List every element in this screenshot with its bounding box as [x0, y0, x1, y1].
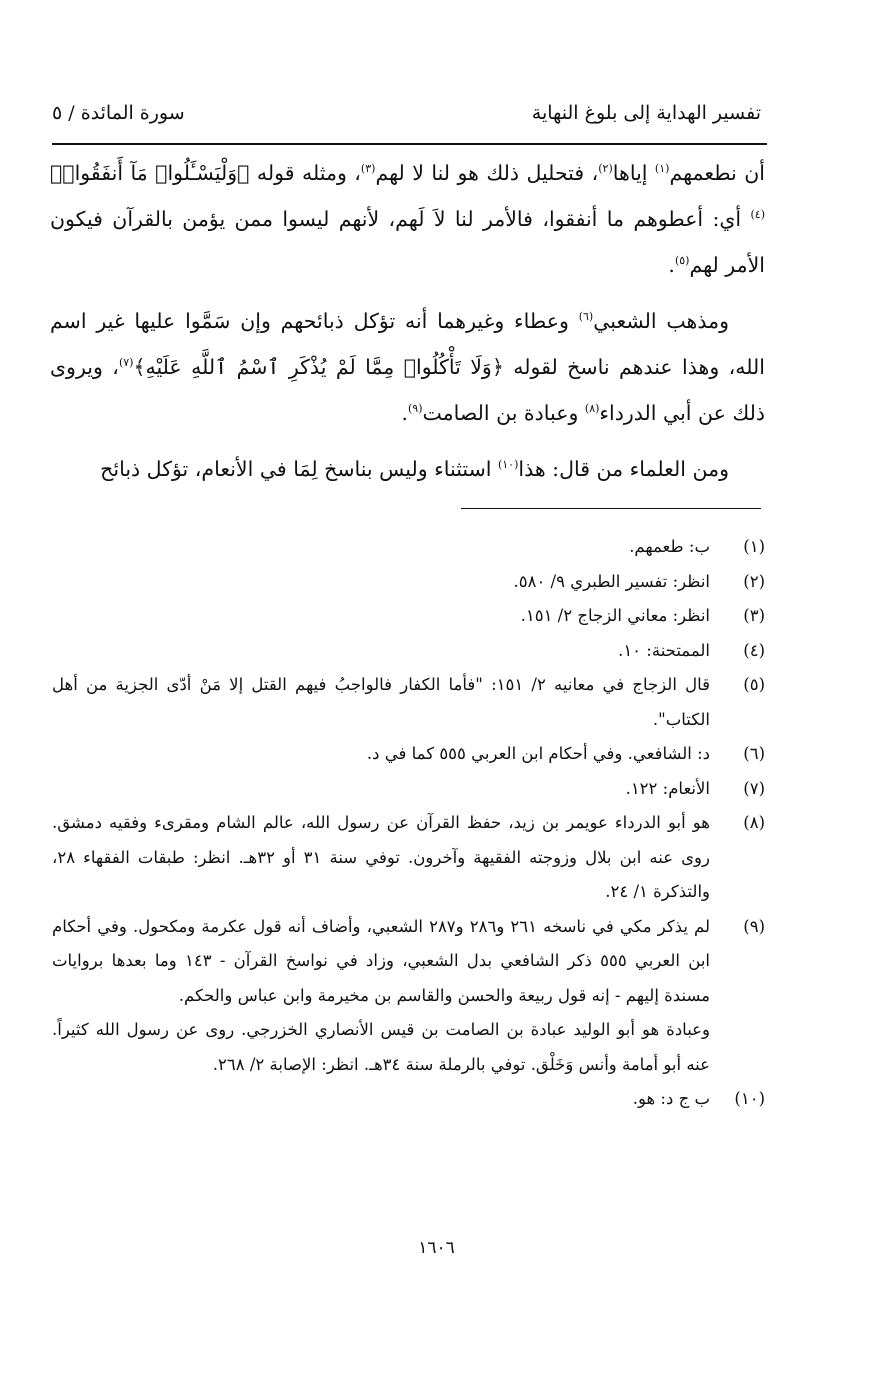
- page-number: ١٦٠٦: [418, 1238, 455, 1258]
- footnote-text: قال الزجاج في معانيه ٢/ ١٥١: "فأما الكفار فالواجبُ فيهم القتل إلا مَنْ أدّى الجزية من أهل الكتاب".: [52, 675, 710, 729]
- footnote-number: (٣): [743, 606, 765, 625]
- footnote-number: (٥): [743, 675, 765, 694]
- footnote-item: [52, 530, 765, 565]
- sura-label: سورة المائدة / ٥: [52, 102, 185, 124]
- footnote-ref-6[interactable]: (٦): [578, 310, 594, 324]
- footnote-number: (٦): [743, 744, 765, 763]
- footnote-number: (٤): [743, 640, 765, 660]
- quran-verse: ﴿وَلْيَسْـَٔلُوا۟ مَآ أَنفَقُوا۟﴾: [50, 161, 250, 185]
- footnote-text: د: الشافعي. وفي أحكام ابن العربي ٥٥٥ كما في د.: [366, 744, 710, 763]
- footnote-ref-7[interactable]: (٧): [118, 356, 134, 370]
- footnote-text: الأنعام: ١٢٢.: [625, 778, 710, 798]
- footnote-ref-1[interactable]: (١): [654, 162, 670, 176]
- footnote-item: [52, 737, 765, 772]
- footnote-text: لم يذكر مكي في ناسخه ٢٦١ و٢٨٦ و٢٨٧ الشعبي، وأضاف أنه قول عكرمة ومكحول. وفي أحكام ابن العربي ٥٥٥ ذكر الشافعي بدل الشعبي، وزاد في نواسخ القرآن - ١٤٣ وما بعدها بروايات مسندة إليهم - إنه قول ربيعة والحسن والقاسم بن مخيرمة وابن عباس والحكم.: [52, 916, 711, 1005]
- footnote-text: انظر: معاني الزجاج ٢/ ١٥١.: [520, 606, 710, 625]
- footnote-ref-2[interactable]: (٢): [598, 162, 613, 176]
- footnote-ref-9[interactable]: (٩): [408, 402, 423, 416]
- footnote-number: (١): [743, 537, 765, 556]
- header-divider: [52, 143, 767, 145]
- footnote-ref-5[interactable]: (٥): [674, 254, 690, 268]
- running-header: [52, 100, 761, 136]
- footnote-divider: [461, 508, 761, 509]
- footnote-item: [52, 565, 765, 600]
- footnote-item: [52, 668, 765, 737]
- footnote-number: (٨): [743, 813, 765, 832]
- footnote-item: [52, 634, 765, 669]
- footnote-text: ب: طعمهم.: [629, 537, 710, 556]
- footnote-ref-4[interactable]: (٤): [750, 208, 765, 222]
- quran-verse: ﴿وَلَا تَأْكُلُوا۟ مِمَّا لَمْ يُذْكَرِ ٱسْمُ ٱللَّهِ عَلَيْهِ﴾: [133, 355, 504, 379]
- paragraph-3: ومن العلماء من قال: هذا$^{(١٠)}$ استثناء وليس بناسخ لِمَا في الأنعام، تؤكل ذبائح: [100, 457, 729, 481]
- footnote-ref-8[interactable]: (٨): [584, 402, 600, 416]
- paragraph-2: ومذهب الشعبي$^{(٦)}$ وعطاء وغيرهما أنه تؤكل ذبائحهم وإن سَمَّوا عليها غير اسم الله، وهذا عندهم ناسخ لقوله ﴿وَلَا تَأْكُلُوا۟ مِمَّا لَمْ يُذْكَرِ ٱسْمُ ٱللَّهِ عَلَيْهِ﴾$^{(٧)}$، ويروى ذلك عن أبي الدرداء$^{(٨)}$ وعبادة بن الصامت$^{(٩)}$.: [50, 309, 766, 425]
- footnote-text: انظر: تفسير الطبري ٩/ ٥٨٠.: [513, 571, 710, 591]
- footnote-item: [52, 910, 765, 1014]
- footnote-text: هو أبو الدرداء عويمر بن زيد، حفظ القرآن عن رسول الله، عالم الشام ومقرىء وفقيه دمشق. روى عنه ابن بلال وزوجته الفقيهة وآخرون. توفي سنة ٣١ أو ٣٢هـ. انظر: طبقات الفقهاء ٢٨، والتذكرة ١/ ٢٤.: [52, 813, 710, 901]
- footnotes: [52, 530, 765, 1117]
- paragraph-1: أن نطعمهم$^{(١)}$ إياها$^{(٢)}$، فتحليل ذلك هو لنا لا لهم$^{(٣)}$، ومثله قوله ﴿وَلْيَسْـَٔلُوا۟ مَآ أَنفَقُوا۟﴾$^{(٤)}$ أي: أعطوهم ما أنفقوا، فالأمر لنا لاَ لَهم، لأنهم ليسوا ممن يؤمن بالقرآن فيكون الأمر لهم$^{(٥)}$.: [50, 161, 765, 277]
- footnote-item: [52, 1082, 765, 1117]
- main-text: [50, 150, 765, 502]
- footnote-item: [52, 772, 765, 807]
- footnote-ref-10[interactable]: (١٠): [497, 458, 519, 472]
- footnote-number: (٧): [743, 778, 765, 798]
- footnote-text: الممتحنة: ١٠.: [618, 640, 710, 660]
- footnote-ref-3[interactable]: (٣): [360, 162, 376, 176]
- footnote-number: (٩): [743, 916, 765, 936]
- footnote-text: ب ج د: هو.: [632, 1089, 710, 1108]
- footnote-continuation: وعبادة هو أبو الوليد عبادة بن الصامت بن قيس الأنصاري الخزرجي. روى عن رسول الله كثيراً. عنه أبو أمامة وأنس وَخَلْق. توفي بالرملة سنة ٣٤هـ. انظر: الإصابة ٢/ ٢٦٨.: [52, 1020, 710, 1074]
- footnote-item: [52, 599, 765, 634]
- footnote-number: (١٠): [734, 1089, 765, 1108]
- footnote-number: (٢): [743, 571, 765, 591]
- footnote-item: [52, 806, 765, 910]
- book-title: تفسير الهداية إلى بلوغ النهاية: [531, 102, 761, 124]
